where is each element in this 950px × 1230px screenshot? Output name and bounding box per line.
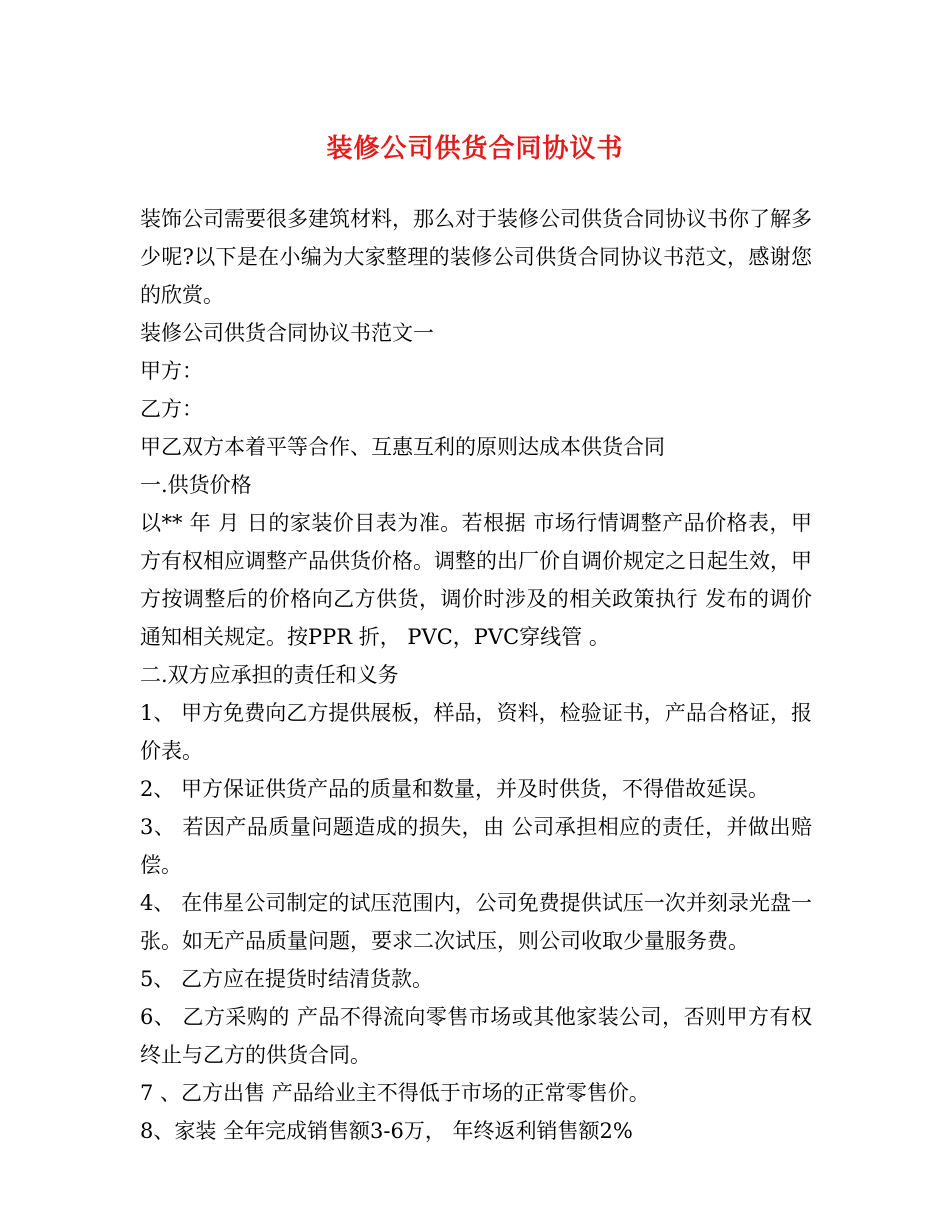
document-body [140,200,812,1150]
party-a-line: 甲方： [140,359,203,383]
section-heading-sample-one: 装修公司供货合同协议书范文一 [140,321,434,345]
section-heading-duties: 二.双方应承担的责任和义务 [140,663,399,687]
clause-6: 6、 乙方采购的 产品不得流向零售市场或其他家装公司，否则甲方有权终止与乙方的供货合同。 [140,1005,812,1067]
party-b-line: 乙方： [140,397,203,421]
clause-5: 5、 乙方应在提货时结清货款。 [140,967,434,991]
clause-8: 8、家装 全年完成销售额3-6万， 年终返利销售额2% [140,1119,633,1143]
intro-paragraph: 装饰公司需要很多建筑材料，那么对于装修公司供货合同协议书你了解多少呢?以下是在小编为大家整理的装修公司供货合同协议书范文，感谢您的欣赏。 [140,207,812,307]
pricing-paragraph: 以** 年 月 日的家装价目表为准。若根据 市场行情调整产品价格表，甲方有权相应调整产品供货价格。调整的出厂价自调价规定之日起生效，甲方按调整后的价格向乙方供货，调价时涉及的相关政策执行 发布的调价通知相关规定。按PPR 折， PVC，PVC穿线管 。 [140,511,812,649]
clause-2: 2、 甲方保证供货产品的质量和数量，并及时供货，不得借故延误。 [140,777,770,801]
section-heading-pricing: 一.供货价格 [140,473,252,497]
clause-7: 7 、乙方出售 产品给业主不得低于市场的正常零售价。 [140,1081,650,1105]
clause-1: 1、 甲方免费向乙方提供展板，样品，资料，检验证书，产品合格证，报价表。 [140,701,812,763]
clause-4: 4、 在伟星公司制定的试压范围内，公司免费提供试压一次并刻录光盘一张。如无产品质量问题，要求二次试压，则公司收取少量服务费。 [140,891,812,953]
document-title: 装修公司供货合同协议书 [326,134,624,164]
agreement-preamble: 甲乙双方本着平等合作、互惠互利的原则达成本供货合同 [140,435,665,459]
clause-3: 3、 若因产品质量问题造成的损失，由 公司承担相应的责任，并做出赔偿。 [140,815,812,877]
